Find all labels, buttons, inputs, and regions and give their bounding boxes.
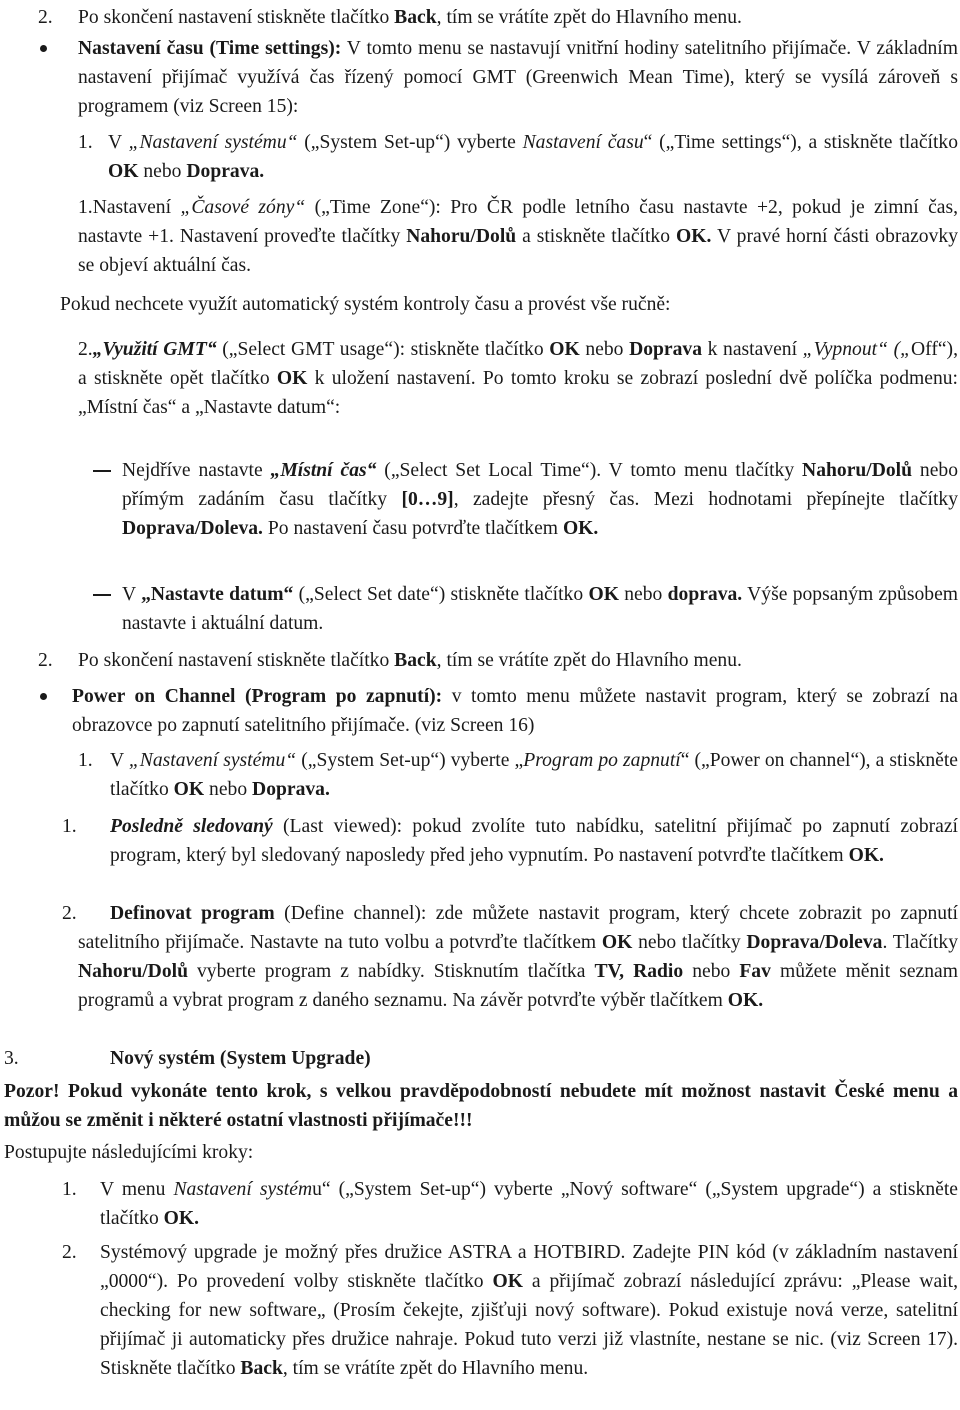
bullet-icon (40, 693, 47, 700)
list-number: 1. (62, 816, 77, 837)
paragraph: Power on Channel (Program po zapnutí): v tomto menu můžete nastavit program, který se zobrazí na obrazovce po zapnutí satelitního přijímače. (viz Screen 16) (72, 686, 958, 736)
paragraph: Pokud nechcete využít automatický systém kontroly času a provést vše ručně: (60, 294, 671, 315)
paragraph: 2.„Využití GMT“ („Select GMT usage“): stiskněte tlačítko OK nebo Doprava k nastavení „Vypnout“ („Off“), a stiskněte opět tlačítko OK k uložení nastavení. Po tomto kroku se zobrazí poslední dvě políčka podmenu: „Místní čas“ a „Nastavte datum“: (78, 339, 958, 418)
paragraph: 1.Nastavení „Časové zóny“ („Time Zone“): Pro ČR podle letního času nastavte +2, pokud je zimní čas, nastavte +1. Nastavení proveďte tlačítky Nahoru/Dolů a stiskněte tlačítko OK. V pravé horní části obrazovky se objeví aktuální čas. (78, 197, 958, 276)
list-number: 2. (38, 650, 53, 671)
paragraph: V „Nastavení systému“ („System Set-up“) vyberte „Program po zapnutí“ („Power on channel“), a stiskněte tlačítko OK nebo Doprava. (110, 750, 958, 800)
paragraph: V menu Nastavení systému“ („System Set-up“) vyberte „Nový software“ („System upgrade“) a stiskněte tlačítko OK. (100, 1179, 958, 1229)
list-number: 1. (78, 132, 93, 153)
paragraph: Systémový upgrade je možný přes družice ASTRA a HOTBIRD. Zadejte PIN kód (v základním nastavení „0000“). Po provedení volby stiskněte tlačítko OK a přijímač zobrazí následující zprávu: „Please wait, checking for new software„ (Prosím čekejte, zjišťuji nový software). Pokud existuje nová verze, satelitní přijímač ji automaticky přes družice nahraje. Pokud tuto verzi již vlastníte, nestane se nic. (viz Screen 17). Stiskněte tlačítko Back, tím se vrátíte zpět do Hlavního menu. (100, 1242, 958, 1379)
list-number: 1. (62, 1179, 77, 1200)
paragraph: Posledně sledovaný (Last viewed): pokud zvolíte tuto nabídku, satelitní přijímač po zapnutí zobrazí program, který byl sledovaný naposledy před jeho vypnutím. Po nastavení potvrďte tlačítkem OK. (110, 816, 958, 866)
list-number: 1. (78, 750, 93, 771)
paragraph: Po skončení nastavení stiskněte tlačítko Back, tím se vrátíte zpět do Hlavního menu. (78, 650, 742, 671)
section-heading: Nový systém (System Upgrade) (110, 1048, 371, 1069)
paragraph: Po skončení nastavení stiskněte tlačítko Back, tím se vrátíte zpět do Hlavního menu. (78, 7, 742, 28)
paragraph: Postupujte následujícími kroky: (4, 1142, 254, 1163)
paragraph: Nejdříve nastavte „Místní čas“ („Select Set Local Time“). V tomto menu tlačítky Nahoru/Dolů nebo přímým zadáním času tlačítky [0…9], zadejte přesný čas. Mezi hodnotami přepínejte tlačítky Doprava/Doleva. Po nastavení času potvrďte tlačítkem OK. (122, 460, 958, 539)
dash-marker (93, 470, 111, 472)
bullet-icon (40, 45, 47, 52)
paragraph: Nastavení času (Time settings): V tomto menu se nastavují vnitřní hodiny satelitního přijímače. V základním nastavení přijímač využívá čas řízený pomocí GMT (Greenwich Mean Time), který se vysílá zároveň s programem (viz Screen 15): (78, 38, 958, 117)
dash-marker (93, 594, 111, 596)
paragraph: V „Nastavte datum“ („Select Set date“) stiskněte tlačítko OK nebo doprava. Výše popsaným způsobem nastavte i aktuální datum. (122, 584, 958, 634)
warning-paragraph: Pozor! Pokud vykonáte tento krok, s velkou pravděpodobností nebudete mít možnost nastavit České menu a můžou se změnit i některé ostatní vlastnosti přijímače!!! (4, 1081, 958, 1131)
section-number: 3. (4, 1048, 19, 1069)
list-number: 2. (62, 903, 77, 924)
list-number: 2. (38, 7, 53, 28)
paragraph: Definovat program (Define channel): zde můžete nastavit program, který chcete zobrazit po zapnutí satelitního přijímače. Nastavte na tuto volbu a potvrďte tlačítkem OK nebo tlačítky Doprava/Doleva. Tlačítky Nahoru/Dolů vyberte program z nabídky. Stisknutím tlačítka TV, Radio nebo Fav můžete měnit seznam programů a vybrat program z daného seznamu. Na závěr potvrďte výběr tlačítkem OK. (78, 903, 959, 1011)
list-number: 2. (62, 1242, 77, 1263)
paragraph: V „Nastavení systému“ („System Set-up“) vyberte Nastavení času“ („Time settings“), a stiskněte tlačítko OK nebo Doprava. (108, 132, 959, 182)
